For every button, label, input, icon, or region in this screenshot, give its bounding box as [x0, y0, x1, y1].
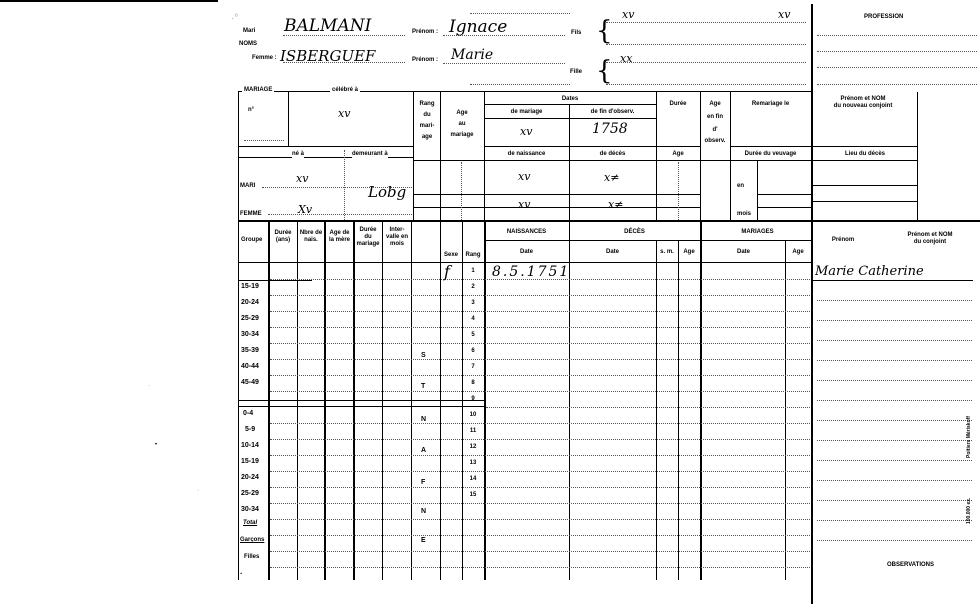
age-label: Age: [672, 151, 684, 157]
rank-number: 3: [471, 300, 475, 306]
naissances-header: NAISSANCES: [506, 229, 547, 235]
mariages-header: MARIAGES: [741, 229, 774, 235]
no-label: n°: [248, 107, 255, 113]
top-bar: [0, 0, 218, 2]
fille-brace: {: [596, 56, 613, 86]
femme-prenom-label: Prénom :: [412, 57, 439, 63]
group-label: 25-29: [241, 490, 259, 497]
filles-label: Filles: [244, 554, 260, 560]
duree-mariage-header: Durée du mariage: [356, 227, 380, 247]
fils-brace: {: [596, 16, 613, 46]
enfants-letter: F: [421, 479, 426, 486]
mariage-date-value: xv: [520, 125, 533, 138]
deces-header: DÉCÈS: [624, 229, 645, 235]
sm-header: s. m.: [660, 249, 674, 255]
age-mariage-label: Age au mariage: [450, 110, 474, 138]
prenom-nom-conjoint-header: Prénom et NOM du conjoint: [907, 232, 953, 245]
rank-number: 11: [469, 428, 477, 434]
rang-label: Rang du mari- age: [419, 101, 435, 140]
de-naissance-label: de naissance: [507, 151, 546, 157]
celebre-label: célébré à: [332, 87, 359, 93]
femme-label: Femme :: [252, 55, 277, 61]
fils-value: xv: [622, 8, 635, 21]
groupe-header: Groupe: [241, 237, 263, 243]
group-label: 30-34: [241, 506, 259, 513]
mari-ne-value: xv: [296, 172, 309, 185]
group-label: 35-39: [241, 347, 259, 354]
child-1-sexe: f: [444, 262, 450, 281]
rank-number: 15: [469, 492, 477, 498]
prenom-header: Prénom: [831, 237, 855, 243]
enfants-letter: N: [421, 508, 427, 515]
fille-label: Fille: [570, 69, 583, 75]
rank-number: 6: [471, 348, 475, 354]
mari-prenom-label: Prénom :: [412, 29, 439, 35]
femme-ne-value: Xv: [298, 203, 313, 216]
deces-date-header: Date: [605, 249, 619, 255]
rank-number: 1: [471, 268, 475, 274]
printer-mark: Poitiers Mériskoff: [966, 416, 972, 458]
rank-number: 10: [469, 412, 477, 418]
de-deces-label: de décès: [599, 151, 626, 157]
naissance-femme-value: xv: [518, 198, 531, 211]
rang-header: Rang: [465, 252, 481, 258]
femme-row-label: FEMME: [240, 211, 262, 217]
enfants-letter: E: [421, 537, 426, 544]
deces-mari-value: x≠: [604, 171, 620, 184]
deces-femme-value: x≠: [608, 198, 624, 211]
nbre-nais-header: Nbre de nais.: [299, 230, 323, 243]
lieu-deces-label: Lieu du décès: [844, 151, 885, 157]
ne-a-label: né à: [292, 151, 305, 157]
deces-age-header: Age: [683, 249, 695, 255]
profession-value: xv: [778, 8, 791, 21]
group-label: 5-9: [245, 426, 256, 433]
rank-number: 12: [469, 444, 477, 450]
group-label: 15-19: [241, 458, 259, 465]
sexe-header: Sexe: [443, 252, 458, 258]
rank-number: 4: [471, 316, 475, 322]
mariage-age-header: Age: [792, 249, 804, 255]
demeurant-label: demeurant à: [352, 151, 388, 157]
fille-value: xx: [620, 52, 633, 65]
celebre-value: xv: [338, 107, 351, 120]
fin-observ-value: 1758: [592, 121, 628, 137]
bullet-mark: ·: [240, 569, 243, 578]
nouveau-conjoint-label: Prénom et NOM du nouveau conjoint: [833, 96, 893, 109]
group-label: 20-24: [241, 474, 259, 481]
mariage-date-header: Date: [736, 249, 750, 255]
rank-number: 5: [471, 332, 475, 338]
age-fin-label: Age en fin d' observ.: [704, 101, 726, 144]
observations-label: OBSERVATIONS: [887, 562, 935, 568]
profession-label: PROFESSION: [864, 14, 904, 20]
child-1-date: 8.5.1751: [492, 264, 571, 280]
fils-label: Fils: [571, 30, 582, 36]
mariage-title: MARIAGE: [244, 87, 273, 93]
enfants-letter: A: [421, 447, 427, 454]
rank-number: 9: [471, 396, 475, 402]
total-label: Total: [243, 520, 258, 526]
duree-label: Durée: [669, 101, 687, 107]
mari-name: BALMANI: [284, 16, 372, 36]
naissance-date-header: Date: [519, 249, 533, 255]
group-label: 30-34: [241, 331, 259, 338]
group-label: 40-44: [241, 363, 259, 370]
garcons-label: Garçons: [240, 537, 265, 543]
remariage-label: Remariage le: [751, 101, 790, 107]
child-1-prenom: Marie Catherine: [815, 264, 924, 279]
intervalle-header: Inter- valle en mois: [385, 227, 408, 247]
en-label: en: [737, 183, 745, 189]
mari-label: Mari: [243, 28, 256, 34]
rank-number: 7: [471, 364, 475, 370]
dates-title: Dates: [561, 96, 579, 102]
group-label: 15-19: [241, 283, 259, 290]
de-fin-label: de fin d'observ.: [590, 109, 635, 115]
veuvage-label: Durée du veuvage: [744, 151, 797, 157]
femme-name: ISBERGUEF: [280, 47, 376, 65]
rank-number: 14: [469, 476, 477, 482]
mari-demeurant-value: Lobg: [368, 183, 407, 201]
scan-dot: ·: [148, 383, 150, 389]
noms-label: NOMS: [239, 41, 257, 47]
scan-dot: ·: [197, 488, 199, 494]
group-label: 25-29: [241, 315, 259, 322]
de-mariage-label: de mariage: [510, 109, 543, 115]
rank-number: 2: [471, 284, 475, 290]
enfants-letter: N: [421, 416, 427, 423]
mari-row-label: MARI: [240, 183, 256, 189]
duree-ans-header: Durée (ans): [274, 230, 292, 243]
group-label: 45-49: [241, 379, 259, 386]
mois-label: mois: [737, 211, 752, 217]
rank-number: 13: [469, 460, 477, 466]
femme-prenom: Marie: [451, 47, 494, 63]
group-label: 20-24: [241, 299, 259, 306]
naissance-mari-value: xv: [518, 170, 531, 183]
scan-mark: ·°: [231, 13, 239, 24]
scan-dot: •: [155, 442, 158, 448]
enfants-letter: T: [421, 383, 426, 390]
group-label: 0-4: [243, 410, 254, 417]
mari-prenom: Ignace: [449, 17, 508, 37]
enfants-letter: S: [421, 352, 426, 359]
age-mere-header: Age de la mère: [328, 230, 350, 243]
group-label: 10-14: [241, 442, 259, 449]
right-divider: [811, 4, 813, 604]
rank-number: 8: [471, 380, 475, 386]
tirage-mark: 100.000 ex.: [966, 497, 972, 524]
